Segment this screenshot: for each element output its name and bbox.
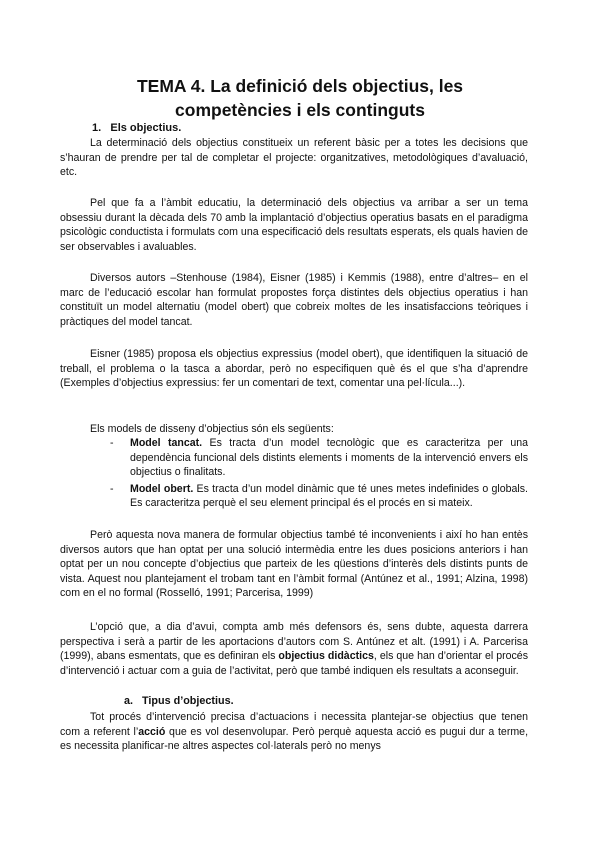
bullet-dash: - bbox=[110, 482, 114, 495]
model-description: Es tracta d’un model tecnològic que es caracteritza per una dependència funcional dels distints elements i moments de la intervenció envers els objectius o finalitats. bbox=[130, 437, 528, 479]
paragraph-7 bbox=[60, 620, 528, 678]
subsection-heading bbox=[124, 695, 234, 707]
models-list bbox=[110, 436, 528, 513]
section-number: 1. bbox=[92, 122, 102, 134]
list-item bbox=[110, 436, 528, 480]
section-heading bbox=[92, 122, 181, 134]
subsection-letter: a. bbox=[124, 695, 134, 707]
paragraph-2: Pel que fa a l’àmbit educatiu, la determinació dels objectius va arribar a ser un tema obsessiu durant la dècada dels 70 amb la implantació d’objectius operatius basats en el paradigma psicològic conductista i formulats com una especificació dels resultats esperats, els quals havien de ser observables i avaluables. bbox=[60, 197, 528, 253]
bullet-dash: - bbox=[110, 437, 114, 449]
model-term: Model obert. bbox=[130, 482, 194, 495]
list-item bbox=[110, 482, 528, 511]
paragraph-7-start: L’opció que, a dia d’avui, compta amb més defensors és, sens dubte, aquesta darrera perspectiva i serà a partir de les aportacions d’autors com S. Antúnez et alt. (1991) i A. Parcerisa (1999), abans esmentats, que es definiran els bbox=[60, 621, 528, 663]
page-title bbox=[60, 74, 540, 122]
title-line-2: competències i els continguts bbox=[175, 100, 425, 120]
accio-term: acció bbox=[138, 725, 166, 738]
paragraph-4: Eisner (1985) proposa els objectius expressius (model obert), que identifiquen la situació de treball, el problema o la tasca a abordar, però no especifiquen què és el que s’ha d’aprendre (Exemples d’objectius expressius: fer un comentari de text, comentar una pel·lícula...). bbox=[60, 348, 528, 390]
paragraph-8 bbox=[60, 710, 528, 754]
model-term: Model tancat. bbox=[130, 437, 203, 449]
paragraph-8-end: que es vol desenvolupar. Però perquè aquesta acció es pugui dur a terme, es necessita planificar-ne altres aspectes col·laterals però no menys bbox=[60, 725, 529, 753]
paragraph-3: Diversos autors –Stenhouse (1984), Eisner (1985) i Kemmis (1988), entre d’altres– en el marc de l’educació escolar han formulat propostes força distintes dels objectius operatius i han constituït un model alternatiu (model obert) que cobreix moltes de les insatisfaccions teòriques i pràctiques del model tancat. bbox=[60, 272, 528, 328]
paragraph-5: Els models de disseny d’objectius són els següents: bbox=[90, 423, 334, 435]
section-title: Els objectius. bbox=[110, 122, 182, 134]
paragraph-6: Però aquesta nova manera de formular objectius també té inconvenients i així ho han entès diversos autors que han optat per una solució intermèdia entre les dues posicions anteriors i han optat per un nou concepte d’objectius que parteix de les qüestions d’interès dels distints punts de vista. Aquest nou plantejament el trobam tant en l’àmbit formal (Antúnez et al., 1991; Alzina, 1998) com en el no formal (Rosselló, 1991; Parcerisa, 1999) bbox=[60, 529, 528, 600]
subsection-title: Tipus d’objectius. bbox=[142, 695, 234, 707]
paragraph-8-start: Tot procés d’intervenció precisa d’actuacions i necessita plantejar-se objectius que tenen com a referent l’ bbox=[60, 711, 528, 738]
objectius-didactics-term: objectius didàctics bbox=[278, 650, 374, 663]
paragraph-1: La determinació dels objectius constitueix un referent bàsic per a totes les decisions que s’hauran de prendre per tal de completar el projecte: organitzatives, metodològiques d’avaluació, etc. bbox=[60, 137, 528, 179]
model-description: Es tracta d’un model dinàmic que té unes metes indefinides o globals. Es caracteritza perquè el seu element principal és el procés en si mateix. bbox=[130, 482, 528, 510]
title-line-1: TEMA 4. La definició dels objectius, les bbox=[136, 76, 464, 96]
paragraph-7-end: , els que han d’orientar el procés d’intervenció i actuar com a guia de l’activitat, però que també indiquen els resultats a aconseguir. bbox=[60, 650, 528, 677]
